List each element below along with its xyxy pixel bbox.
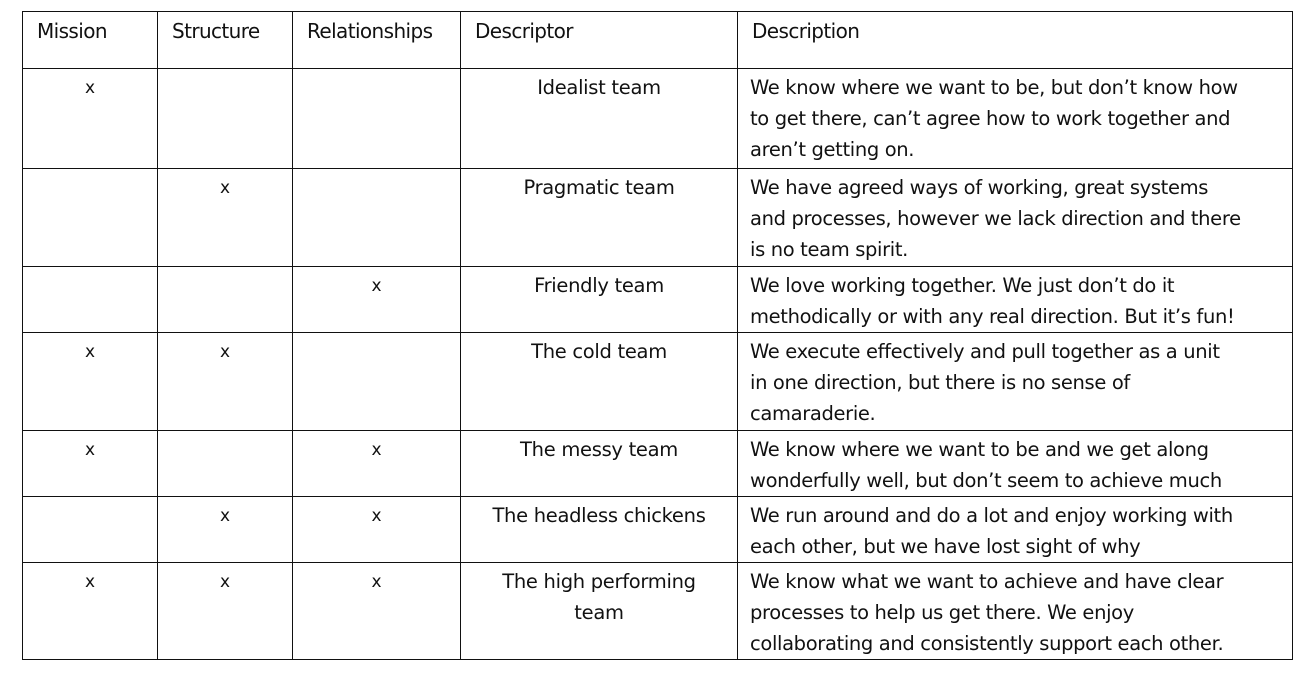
cell-relationships <box>293 333 461 431</box>
cell-relationships: x <box>293 563 461 660</box>
table-row <box>23 267 1293 333</box>
table-row <box>23 333 1293 431</box>
description-line: We know where we want to be, but don’t know how <box>750 76 1238 99</box>
cell-structure: x <box>158 563 293 660</box>
description-line: in one direction, but there is no sense of <box>750 371 1130 394</box>
description-line: We love working together. We just don’t do it <box>750 274 1175 297</box>
cell-mission: x <box>23 563 158 660</box>
cell-structure <box>158 69 293 169</box>
descriptor-line: The headless chickens <box>492 504 706 527</box>
cell-descriptor <box>461 267 738 333</box>
description-line: camaraderie. <box>750 402 876 425</box>
header-structure: Structure <box>158 12 293 69</box>
cell-mission: x <box>23 431 158 497</box>
cell-mission: x <box>23 69 158 169</box>
cell-description <box>738 563 1293 660</box>
header-descriptor: Descriptor <box>461 12 738 69</box>
cell-relationships: x <box>293 497 461 563</box>
cell-structure: x <box>158 333 293 431</box>
cell-relationships: x <box>293 267 461 333</box>
cell-descriptor <box>461 69 738 169</box>
cell-mission: x <box>23 333 158 431</box>
table-body <box>23 69 1293 660</box>
cell-description <box>738 169 1293 267</box>
cell-description <box>738 333 1293 431</box>
cell-description <box>738 497 1293 563</box>
cell-structure <box>158 267 293 333</box>
descriptor-line: Friendly team <box>534 274 664 297</box>
description-line: methodically or with any real direction. But it’s fun! <box>750 305 1235 328</box>
description-line: We run around and do a lot and enjoy working with <box>750 504 1233 527</box>
cell-descriptor <box>461 333 738 431</box>
cell-descriptor <box>461 563 738 660</box>
description-line: We know what we want to achieve and have clear <box>750 570 1224 593</box>
table-row <box>23 563 1293 660</box>
description-line: aren’t getting on. <box>750 138 915 161</box>
description-line: is no team spirit. <box>750 238 908 261</box>
cell-structure: x <box>158 169 293 267</box>
cell-relationships <box>293 169 461 267</box>
description-line: processes to help us get there. We enjoy <box>750 601 1134 624</box>
cell-structure: x <box>158 497 293 563</box>
cell-descriptor <box>461 497 738 563</box>
table-row <box>23 169 1293 267</box>
description-line: collaborating and consistently support each other. <box>750 632 1224 655</box>
cell-mission <box>23 169 158 267</box>
cell-descriptor <box>461 431 738 497</box>
team-types-table <box>22 11 1293 660</box>
descriptor-line: The messy team <box>520 438 678 461</box>
cell-description <box>738 431 1293 497</box>
description-line: We have agreed ways of working, great systems <box>750 176 1209 199</box>
descriptor-line: Pragmatic team <box>523 176 675 199</box>
cell-mission <box>23 497 158 563</box>
cell-structure <box>158 431 293 497</box>
descriptor-line: The cold team <box>531 340 667 363</box>
cell-descriptor <box>461 169 738 267</box>
cell-relationships <box>293 69 461 169</box>
header-mission: Mission <box>23 12 158 69</box>
description-line: We execute effectively and pull together as a unit <box>750 340 1220 363</box>
cell-description <box>738 69 1293 169</box>
descriptor-line: The high performing <box>502 570 696 593</box>
description-line: to get there, can’t agree how to work together and <box>750 107 1231 130</box>
description-line: We know where we want to be and we get along <box>750 438 1209 461</box>
table-row <box>23 497 1293 563</box>
cell-relationships: x <box>293 431 461 497</box>
table-row <box>23 431 1293 497</box>
description-line: wonderfully well, but don’t seem to achieve much <box>750 469 1222 492</box>
descriptor-line: team <box>574 601 624 624</box>
descriptor-line: Idealist team <box>537 76 661 99</box>
header-description: Description <box>738 12 1293 69</box>
table-row <box>23 69 1293 169</box>
header-row <box>23 12 1293 69</box>
description-line: and processes, however we lack direction and there <box>750 207 1241 230</box>
cell-description <box>738 267 1293 333</box>
cell-mission <box>23 267 158 333</box>
description-line: each other, but we have lost sight of why <box>750 535 1141 558</box>
header-relationships: Relationships <box>293 12 461 69</box>
